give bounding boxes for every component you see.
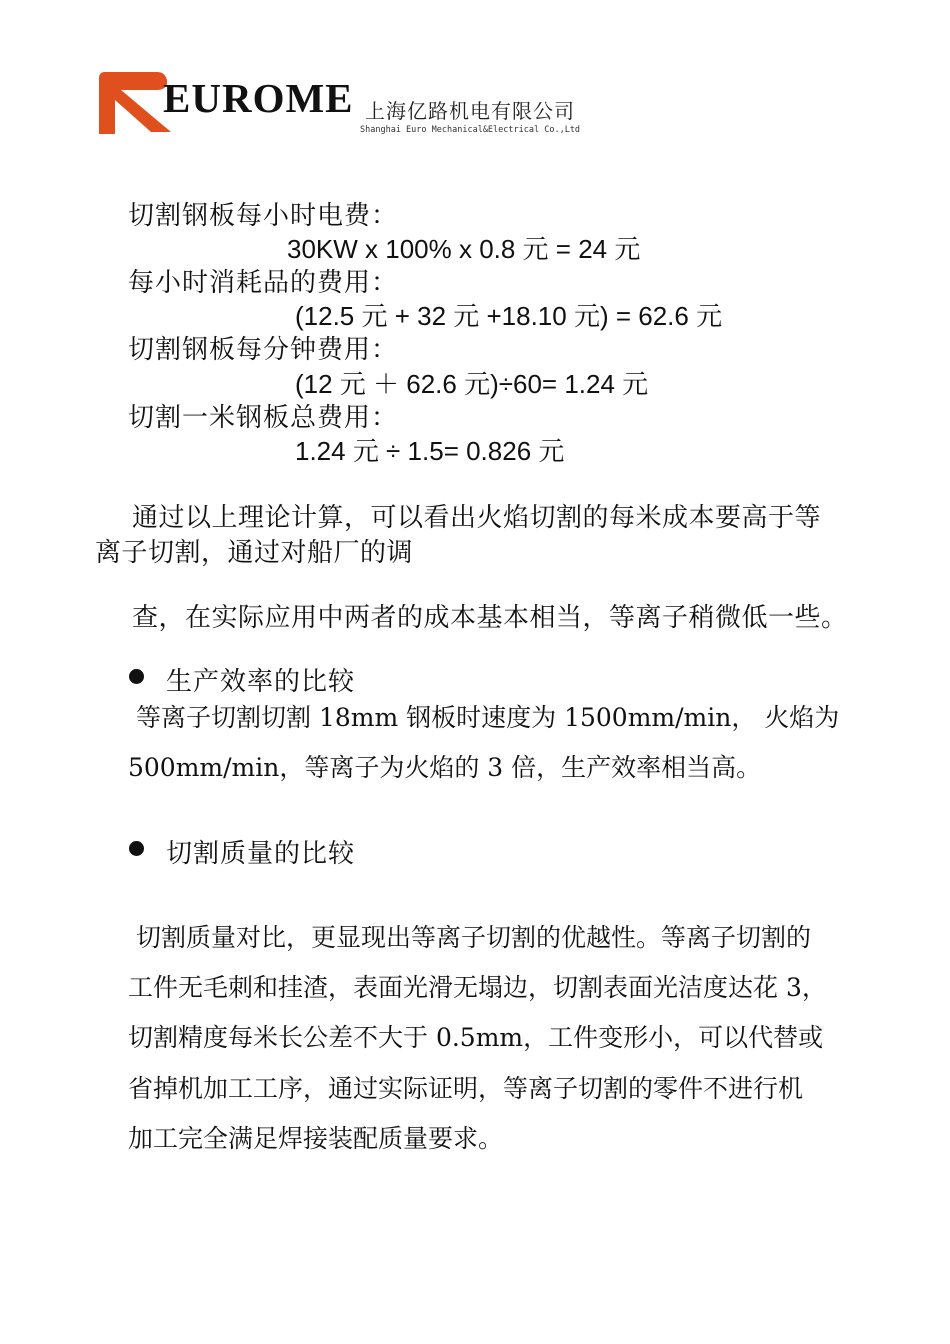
- logo-company-cn: 上海亿路机电有限公司: [365, 99, 575, 123]
- logo-company-en: Shanghai Euro Mechanical&Electrical Co.,Ltd: [360, 125, 581, 135]
- calc-label-per-minute: 切割钢板每分钟费用：: [128, 335, 399, 365]
- conclusion-line-1: 通过以上理论计算，可以看出火焰切割的每米成本要高于等: [132, 503, 822, 533]
- quality-line: 切割质量对比，更显现出等离子切割的优越性。等离子切割的: [136, 923, 812, 952]
- efficiency-line-1: 等离子切割切割 18mm 钢板时速度为 1500mm/min， 火焰为: [136, 703, 840, 732]
- bullet-icon: [129, 669, 144, 684]
- calc-label-per-meter: 切割一米钢板总费用：: [128, 403, 399, 433]
- logo-brand-text: EUROME: [163, 75, 354, 121]
- calc-label-hourly-consumables: 每小时消耗品的费用：: [128, 268, 399, 298]
- conclusion-line-3: 查，在实际应用中两者的成本基本相当，等离子稍微低一些。: [132, 603, 848, 633]
- efficiency-heading: 生产效率的比较: [166, 667, 356, 697]
- calc-formula-per-minute: (12 元 ＋ 62.6 元)÷60= 1.24 元: [295, 369, 649, 399]
- quality-line: 省掉机加工工序，通过实际证明，等离子切割的零件不进行机: [128, 1074, 804, 1103]
- calc-formula-hourly-electricity: 30KW x 100% x 0.8 元 = 24 元: [287, 234, 641, 264]
- quality-line: 切割精度每米长公差不大于 0.5mm，工件变形小，可以代替或: [128, 1023, 824, 1052]
- company-logo: [95, 70, 605, 140]
- quality-line: 工件无毛刺和挂渣，表面光滑无塌边，切割表面光洁度达花 3，: [128, 973, 827, 1002]
- quality-line: 加工完全满足焊接装配质量要求。: [128, 1124, 504, 1153]
- bullet-icon: [129, 841, 144, 856]
- calc-formula-hourly-consumables: (12.5 元 + 32 元 +18.10 元) = 62.6 元: [295, 301, 723, 331]
- efficiency-line-2: 500mm/min，等离子为火焰的 3 倍，生产效率相当高。: [128, 753, 762, 782]
- calc-label-hourly-electricity: 切割钢板每小时电费：: [128, 201, 399, 231]
- calc-formula-per-meter: 1.24 元 ÷ 1.5= 0.826 元: [295, 436, 565, 466]
- quality-heading: 切割质量的比较: [166, 839, 356, 869]
- conclusion-line-2: 离子切割，通过对船厂的调: [95, 538, 414, 568]
